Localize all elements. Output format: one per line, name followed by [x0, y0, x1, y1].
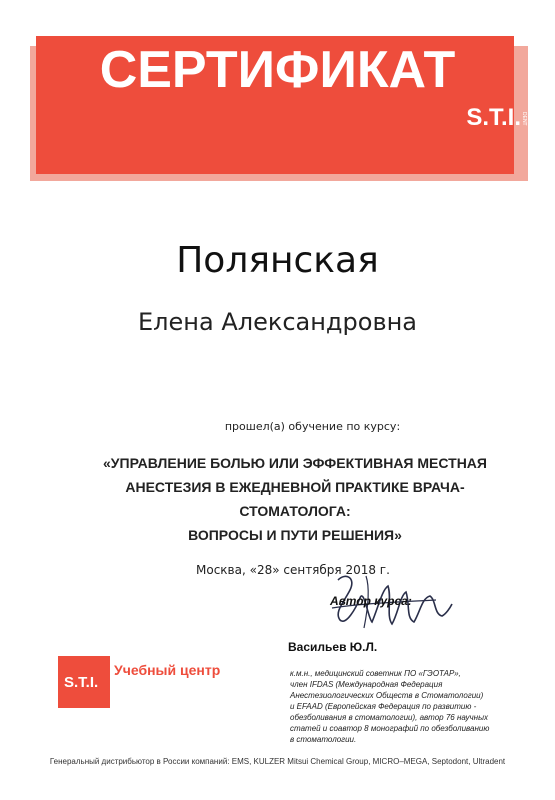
author-label: Автор курса:	[330, 594, 412, 608]
author-name: Васильев Ю.Л.	[288, 640, 378, 654]
certificate-title: СЕРТИФИКАТ	[99, 41, 456, 99]
author-bio-line: Анестезиологических Обществ в Стоматологии)	[290, 691, 484, 700]
footer-distributor: Генеральный дистрибьютор в России компаний: EMS, KULZER Mitsui Chemical Group, MICRO–MEGA, Septodont, Ultradent	[49, 757, 506, 766]
course-title	[80, 451, 510, 547]
author-bio-line: статей и соавтор 8 монографий по обезболиванию	[290, 724, 490, 733]
course-line-2: АНЕСТЕЗИЯ В ЕЖЕДНЕВНОЙ ПРАКТИКЕ ВРАЧА-СТОМАТОЛОГА:	[125, 479, 465, 519]
sti-logo-sub: DENT	[521, 111, 527, 126]
author-bio-line: в стоматологии.	[290, 735, 357, 744]
issue-date: Москва, «28» сентября 2018 г.	[196, 563, 390, 577]
author-bio	[290, 668, 520, 745]
sti-logo	[466, 104, 527, 132]
course-line-3: ВОПРОСЫ И ПУТИ РЕШЕНИЯ»	[188, 527, 402, 543]
author-bio-line: член IFDAS (Международная Федерация	[290, 680, 443, 689]
author-bio-line: и EFAAD (Европейская Федерация по развитию -	[290, 702, 477, 711]
course-line-1: «УПРАВЛЕНИЕ БОЛЬЮ ИЛИ ЭФФЕКТИВНАЯ МЕСТНАЯ	[103, 455, 487, 471]
edu-center-logo-text: S.T.I.	[64, 674, 99, 691]
recipient-given-names: Елена Александровна	[138, 308, 417, 336]
sti-logo-text: S.T.I.	[466, 104, 521, 131]
author-bio-line: к.м.н., медицинский советник ПО «ГЭОТАР»,	[290, 669, 461, 678]
completed-text: прошел(а) обучение по курсу:	[224, 420, 401, 433]
edu-center-label: Учебный центр	[114, 662, 221, 678]
recipient-surname: Полянская	[176, 240, 379, 281]
author-bio-line: обезболивания в стоматологии), автор 76 научных	[290, 713, 488, 722]
